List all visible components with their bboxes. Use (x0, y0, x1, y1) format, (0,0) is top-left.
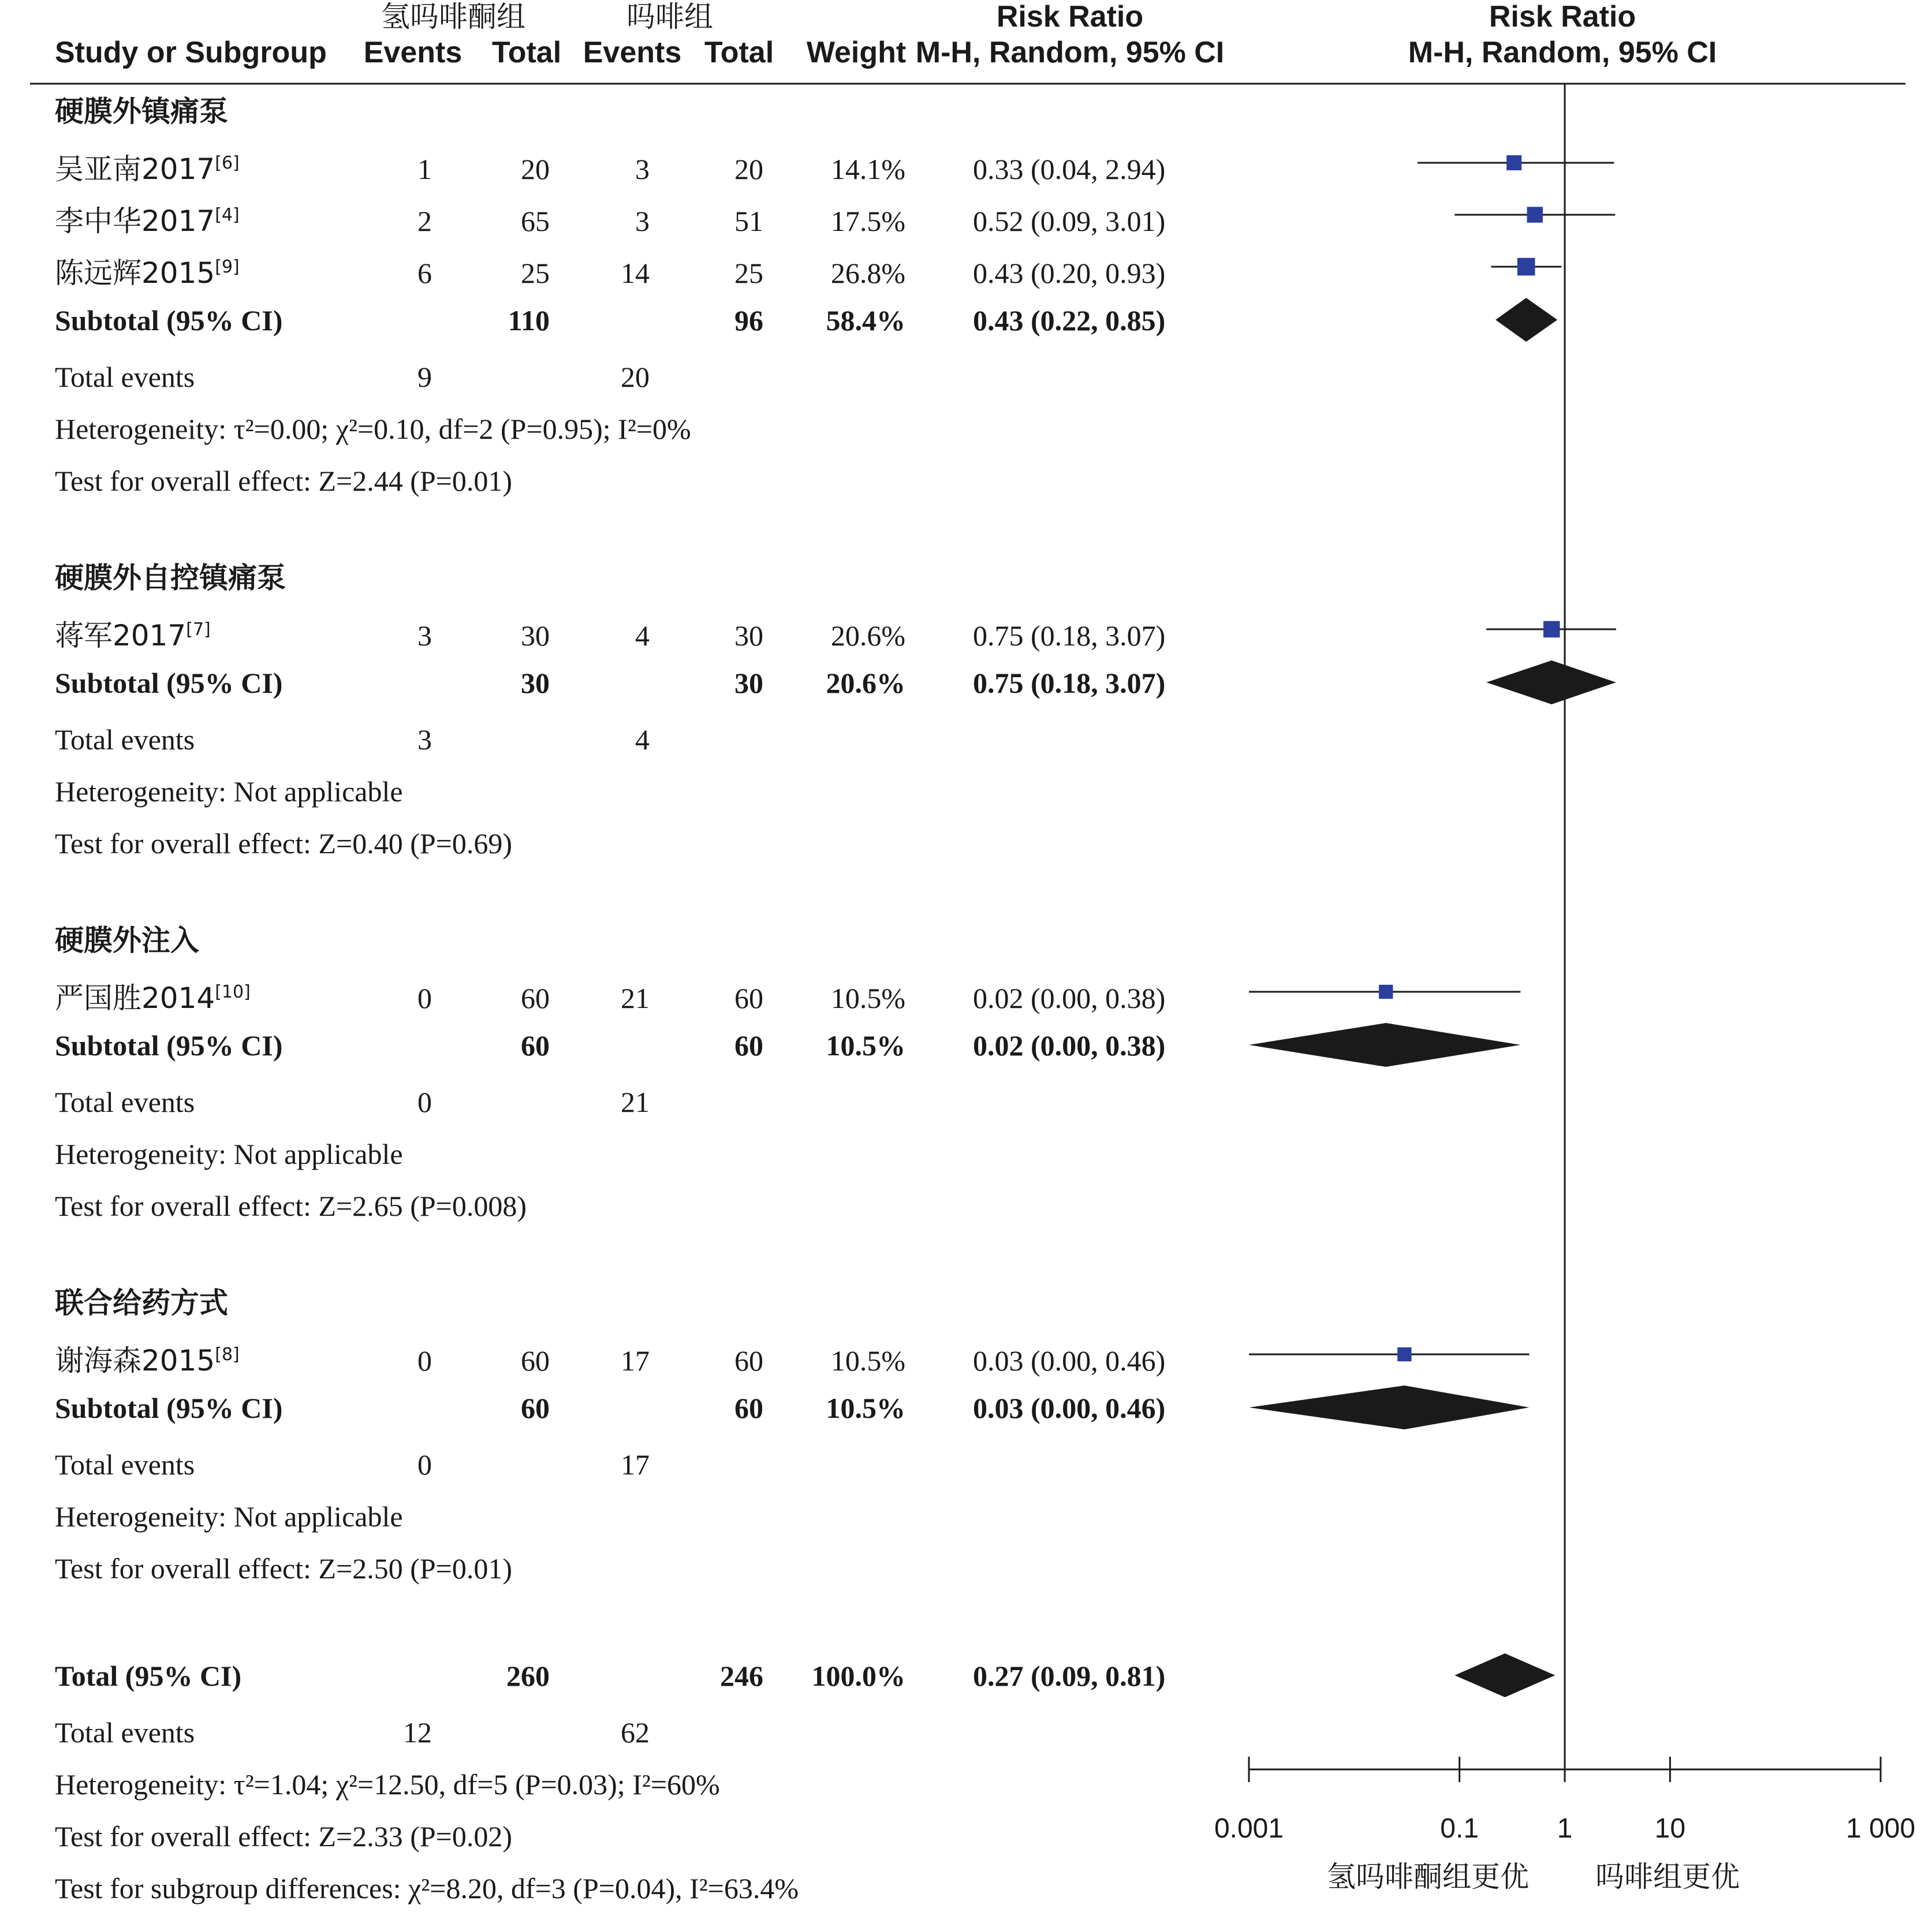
subgroup-title: 硬膜外镇痛泵 (55, 95, 228, 128)
tick-label: 0.1 (1440, 1813, 1479, 1844)
study-marker (1506, 155, 1521, 170)
total1-cell: 65 (521, 205, 550, 237)
ci-cell: 0.33 (0.04, 2.94) (973, 153, 1166, 185)
group2-header: 吗啡组 (626, 0, 713, 33)
pooled-diamond (1454, 1653, 1555, 1697)
study-marker (1379, 985, 1393, 999)
subtotal-label: Subtotal (95% CI) (55, 667, 283, 699)
study-name: 吴亚南2017[6] (55, 152, 240, 186)
overall-effect-text: Test for overall effect: Z=2.65 (P=0.008) (55, 1190, 527, 1222)
subgroup-differences-text: Test for subgroup differences: χ²=8.20, df=3 (P=0.04), I²=63.4% (55, 1872, 799, 1904)
group1-header: 氢吗啡酮组 (381, 0, 525, 33)
study-name: 谢海森2015[8] (55, 1344, 240, 1377)
subtotal-weight: 10.5% (826, 1392, 905, 1424)
total-events1: 12 (403, 1716, 432, 1749)
study-name: 陈远辉2015[9] (55, 256, 240, 290)
favours-left-label: 氢吗啡酮组更优 (1327, 1860, 1529, 1894)
study-reference: [4] (215, 205, 240, 225)
overall-effect-text: Test for overall effect: Z=2.44 (P=0.01) (55, 465, 513, 497)
total1-cell: 60 (521, 1345, 550, 1377)
total2-header: Total (704, 36, 774, 69)
x-axis (1214, 1757, 1915, 1894)
total2-cell: 60 (734, 982, 763, 1014)
weight-cell: 10.5% (830, 1345, 905, 1377)
events1-header: Events (363, 36, 463, 69)
subtotal-ci: 0.02 (0.00, 0.38) (973, 1029, 1166, 1062)
subtotal-ci: 0.75 (0.18, 3.07) (973, 667, 1166, 699)
study-name: 李中华2017[4] (55, 204, 240, 238)
favours-right-label: 吗啡组更优 (1595, 1860, 1740, 1894)
weight-header: Weight (806, 36, 907, 69)
subtotal-total1: 30 (521, 667, 550, 699)
heterogeneity-text: Heterogeneity: Not applicable (55, 1500, 403, 1533)
events1-cell: 6 (417, 257, 432, 289)
total-events1: 0 (417, 1448, 432, 1481)
rr-method-header: M-H, Random, 95% CI (915, 36, 1225, 69)
events2-cell: 3 (635, 153, 650, 185)
total2-cell: 20 (734, 153, 763, 185)
ci-cell: 0.03 (0.00, 0.46) (973, 1345, 1166, 1377)
weight-cell: 10.5% (830, 982, 905, 1014)
tick-label: 10 (1654, 1813, 1686, 1844)
subtotal-total2: 60 (734, 1029, 763, 1062)
subtotal-weight: 20.6% (826, 667, 905, 699)
subtotal-ci: 0.43 (0.22, 0.85) (973, 304, 1166, 337)
heterogeneity-text: Heterogeneity: τ²=0.00; χ²=0.10, df=2 (P=0.95); I²=0% (55, 413, 691, 445)
events1-cell: 0 (417, 982, 432, 1014)
subtotal-ci: 0.03 (0.00, 0.46) (973, 1392, 1166, 1424)
events2-cell: 14 (621, 257, 650, 289)
overall-effect-text: Test for overall effect: Z=2.50 (P=0.01) (55, 1552, 513, 1585)
total-label: Total (95% CI) (55, 1660, 242, 1692)
tick-label: 0.001 (1214, 1813, 1284, 1844)
total2-cell: 60 (734, 1345, 763, 1377)
ci-cell: 0.02 (0.00, 0.38) (973, 982, 1166, 1014)
total-total1: 260 (506, 1660, 550, 1692)
subtotal-total1: 60 (521, 1392, 550, 1424)
pooled-diamond (1495, 298, 1557, 342)
total-events2: 20 (621, 361, 650, 393)
total-events2: 21 (621, 1086, 650, 1118)
tick-label: 1 000 (1845, 1813, 1916, 1844)
heterogeneity-text: Heterogeneity: Not applicable (55, 775, 403, 808)
subtotal-total2: 60 (734, 1392, 763, 1424)
table-header (30, 0, 1905, 84)
total-events1: 3 (417, 723, 432, 756)
rr-title-header: Risk Ratio (996, 0, 1144, 33)
study-marker (1517, 258, 1535, 276)
study-marker (1527, 207, 1543, 222)
ci-cell: 0.52 (0.09, 3.01) (973, 205, 1166, 237)
study-marker (1543, 621, 1560, 638)
total-events-label: Total events (55, 1086, 195, 1118)
events1-cell: 2 (417, 205, 432, 237)
weight-cell: 14.1% (830, 153, 905, 185)
total1-cell: 25 (521, 257, 550, 289)
total-ci: 0.27 (0.09, 0.81) (973, 1660, 1166, 1692)
total1-header: Total (491, 36, 562, 69)
plot-area (1249, 84, 1616, 1769)
subtotal-weight: 58.4% (826, 304, 905, 337)
study-marker (1397, 1347, 1411, 1361)
pooled-diamond (1249, 1023, 1520, 1067)
study-reference: [9] (215, 257, 240, 277)
total-events-label: Total events (55, 1716, 195, 1749)
weight-cell: 20.6% (830, 619, 905, 652)
total-events1: 9 (417, 361, 432, 393)
study-name: 蒋军2017[7] (55, 619, 211, 652)
pooled-diamond (1249, 1386, 1530, 1429)
total-events2: 62 (621, 1716, 650, 1749)
study-name: 严国胜2014[10] (55, 981, 251, 1015)
total-events2: 17 (621, 1448, 650, 1481)
events2-header: Events (583, 36, 682, 69)
total2-cell: 25 (734, 257, 763, 289)
study-reference: [6] (215, 153, 240, 173)
subtotal-total2: 30 (734, 667, 763, 699)
total-events-label: Total events (55, 361, 195, 393)
weight-cell: 26.8% (830, 257, 905, 289)
events1-cell: 0 (417, 1345, 432, 1377)
events1-cell: 3 (417, 619, 432, 652)
study-header: Study or Subgroup (55, 36, 327, 69)
total2-cell: 30 (734, 619, 763, 652)
total-events1: 0 (417, 1086, 432, 1118)
heterogeneity-text: Heterogeneity: Not applicable (55, 1138, 403, 1170)
total-events-label: Total events (55, 723, 195, 756)
study-reference: [7] (186, 619, 211, 640)
total-events-label: Total events (55, 1448, 195, 1481)
overall-effect-text: Test for overall effect: Z=2.33 (P=0.02) (55, 1820, 513, 1853)
subtotal-total2: 96 (734, 304, 763, 337)
events2-cell: 3 (635, 205, 650, 237)
subgroup-title: 硬膜外注入 (55, 924, 199, 957)
study-reference: [8] (215, 1345, 240, 1365)
tick-label: 1 (1557, 1813, 1573, 1844)
total1-cell: 20 (521, 153, 550, 185)
table-rows (55, 95, 1165, 1904)
overall-effect-text: Test for overall effect: Z=0.40 (P=0.69) (55, 827, 513, 860)
subtotal-weight: 10.5% (826, 1029, 905, 1062)
study-reference: [10] (215, 982, 251, 1002)
total1-cell: 30 (521, 619, 550, 652)
subtotal-label: Subtotal (95% CI) (55, 1392, 283, 1424)
subgroup-title: 硬膜外自控镇痛泵 (55, 561, 286, 595)
events1-cell: 1 (417, 153, 432, 185)
heterogeneity-text: Heterogeneity: τ²=1.04; χ²=12.50, df=5 (P=0.03); I²=60% (55, 1768, 720, 1801)
subgroup-title: 联合给药方式 (55, 1286, 228, 1320)
subtotal-total1: 60 (521, 1029, 550, 1062)
events2-cell: 4 (635, 619, 650, 652)
total1-cell: 60 (521, 982, 550, 1014)
ci-cell: 0.43 (0.20, 0.93) (973, 257, 1166, 289)
subtotal-label: Subtotal (95% CI) (55, 1029, 283, 1062)
subtotal-label: Subtotal (95% CI) (55, 304, 283, 337)
rr-plot-method-header: M-H, Random, 95% CI (1408, 36, 1717, 69)
ci-cell: 0.75 (0.18, 3.07) (973, 619, 1166, 652)
rr-plot-title-header: Risk Ratio (1489, 0, 1636, 33)
pooled-diamond (1486, 660, 1616, 704)
total-events2: 4 (635, 723, 650, 756)
total2-cell: 51 (734, 205, 763, 237)
subtotal-total1: 110 (508, 304, 550, 337)
events2-cell: 21 (621, 982, 650, 1014)
events2-cell: 17 (621, 1345, 650, 1377)
weight-cell: 17.5% (830, 205, 905, 237)
total-total2: 246 (720, 1660, 763, 1692)
total-weight: 100.0% (811, 1660, 905, 1692)
